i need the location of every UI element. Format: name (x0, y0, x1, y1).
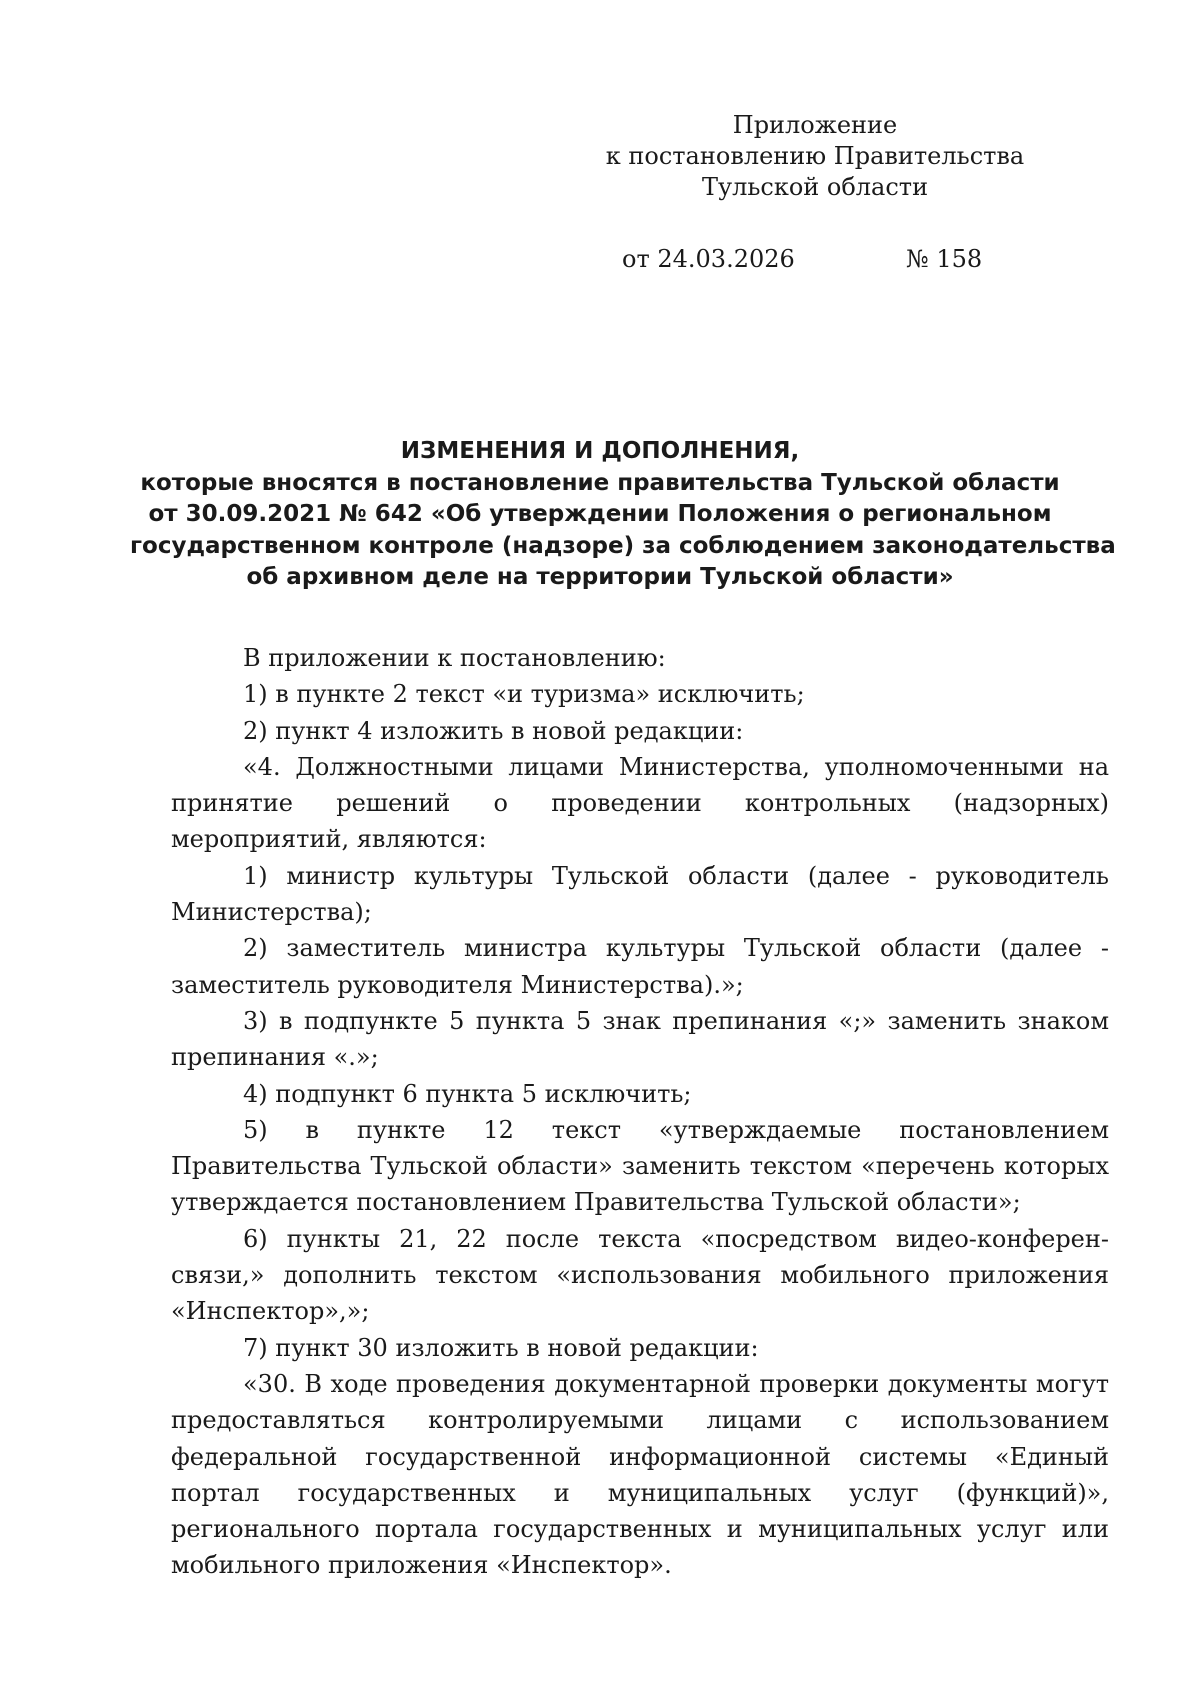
appendix-line-1: Приложение (732, 111, 898, 139)
title-line-2: которые вносятся в постановление правительства Тульской области (140, 469, 1060, 496)
paragraph-point-4-sub-1: 1) министр культуры Тульской области (далее - руководитель Министерства); (171, 861, 1109, 927)
paragraph-item-6: 6) пункты 21, 22 после текста «посредством видео-конферен-связи,» дополнить текстом «использования мобильного приложения «Инспектор»,»; (171, 1224, 1109, 1326)
title-line-5: об архивном деле на территории Тульской области» (246, 564, 954, 590)
appendix-header (560, 110, 1070, 203)
resolution-date: от 24.03.2026 (622, 245, 795, 273)
resolution-number: № 158 (906, 245, 983, 273)
paragraph-point-30: «30. В ходе проведения документарной проверки документы могут предоставляться контролируемыми лицами с использованием федеральной государственной информационной системы «Единый портал государственных и муниципальных услуг (функций)», регионального портала государственных и муниципальных услуг или мобильного приложения «Инспектор». (171, 1369, 1109, 1580)
paragraph-item-7: 7) пункт 30 изложить в новой редакции: (243, 1333, 759, 1362)
paragraph-item-1: 1) в пункте 2 текст «и туризма» исключить; (243, 680, 805, 709)
paragraph-item-3: 3) в подпункте 5 пункта 5 знак препинания «;» заменить знаком препинания «.»; (171, 1006, 1109, 1072)
title-line-3: от 30.09.2021 № 642 «Об утверждении Положения о региональном (148, 501, 1052, 527)
appendix-line-3: Тульской области (701, 173, 929, 201)
paragraph-point-4: «4. Должностными лицами Министерства, уполномоченными на принятие решений о проведении контрольных (надзорных) мероприятий, являются: (171, 752, 1109, 854)
title-line-1: ИЗМЕНЕНИЯ И ДОПОЛНЕНИЯ, (400, 438, 800, 464)
paragraph-point-4-sub-2: 2) заместитель министра культуры Тульской области (далее - заместитель руководителя Министерства).»; (171, 934, 1109, 999)
document-body (171, 640, 1109, 1584)
title-line-4: государственном контроле (надзоре) за соблюдением законодательства (130, 532, 1116, 559)
paragraph-item-2: 2) пункт 4 изложить в новой редакции: (243, 716, 744, 745)
paragraph-item-4: 4) подпункт 6 пункта 5 исключить; (243, 1079, 692, 1108)
paragraph-item-5: 5) в пункте 12 текст «утверждаемые постановлением Правительства Тульской области» заменить текстом «перечень которых утверждается постановлением Правительства Тульской области»; (171, 1115, 1109, 1217)
paragraph-intro: В приложении к постановлению: (243, 644, 666, 672)
document-title (130, 436, 1116, 594)
appendix-line-2: к постановлению Правительства (605, 142, 1025, 170)
